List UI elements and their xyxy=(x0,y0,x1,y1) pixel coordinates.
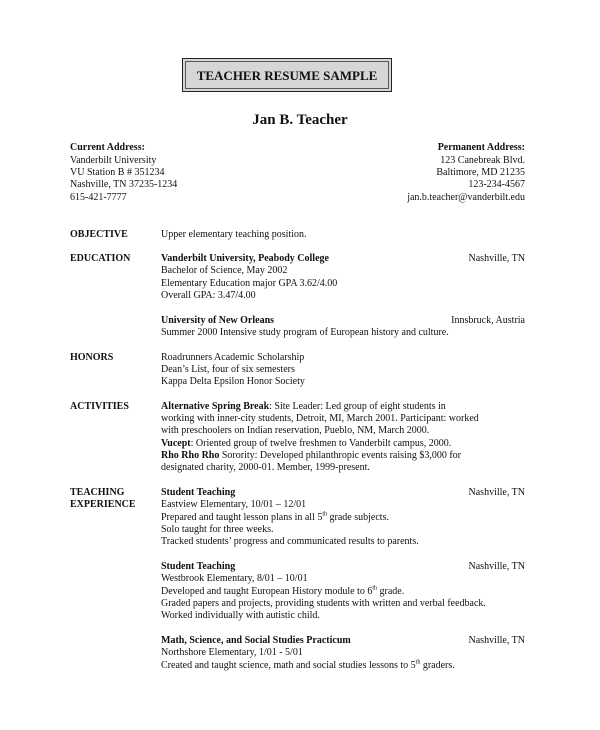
honor-item: Dean’s List, four of six semesters xyxy=(161,364,295,375)
job-school: Eastview Elementary, 10/01 – 12/01 xyxy=(161,499,307,510)
job-title: Student Teaching xyxy=(161,561,236,572)
school-location: Nashville, TN xyxy=(468,253,525,264)
job-duty: Worked individually with autistic child. xyxy=(161,610,320,621)
job-title: Student Teaching xyxy=(161,487,236,498)
permanent-address-line: 123 Canebreak Blvd. xyxy=(440,155,525,166)
ordinal-suffix: th xyxy=(322,511,328,518)
job-duty xyxy=(161,586,404,598)
section-heading-activities: ACTIVITIES xyxy=(70,401,129,412)
degree-line: Bachelor of Science, May 2002 xyxy=(161,265,288,276)
job-duty xyxy=(161,660,455,672)
current-address-line: Vanderbilt University xyxy=(70,155,157,166)
current-address-label: Current Address: xyxy=(70,142,145,153)
activity-line: with preschoolers on Indian reservation, Pueblo, NM, March 2000. xyxy=(161,425,430,436)
objective-text: Upper elementary teaching position. xyxy=(161,229,307,240)
activity-name: Alternative Spring Break xyxy=(161,401,270,412)
duty-text: Developed and taught European History module to 6 xyxy=(161,586,373,597)
honor-item: Roadrunners Academic Scholarship xyxy=(161,352,305,363)
job-duty xyxy=(161,512,389,524)
job-location: Nashville, TN xyxy=(468,635,525,646)
section-heading-education: EDUCATION xyxy=(70,253,131,264)
duty-text: grade. xyxy=(377,586,405,597)
job-school: Northshore Elementary, 1/01 - 5/01 xyxy=(161,647,303,658)
job-title: Math, Science, and Social Studies Practicum xyxy=(161,635,351,646)
activity-line: working with inner-city students, Detroit, MI, March 2001. Participant: worked xyxy=(161,413,479,424)
duty-text: grade subjects. xyxy=(327,512,389,523)
permanent-address-line: Baltimore, MD 21235 xyxy=(436,167,525,178)
section-heading-experience: EXPERIENCE xyxy=(70,499,136,510)
duty-text: Created and taught science, math and social studies lessons to 5 xyxy=(161,660,416,671)
job-location: Nashville, TN xyxy=(468,561,525,572)
permanent-address-phone: 123-234-4567 xyxy=(468,179,525,190)
section-heading-objective: OBJECTIVE xyxy=(70,229,128,240)
candidate-name: Jan B. Teacher xyxy=(252,112,348,128)
activity-name: Vucept xyxy=(161,438,191,449)
activity-text: : Site Leader: Led group of eight students in xyxy=(269,401,446,412)
job-duty: Solo taught for three weeks. xyxy=(161,524,274,535)
job-duty: Tracked students’ progress and communicated results to parents. xyxy=(161,536,419,547)
ordinal-suffix: th xyxy=(415,659,421,666)
permanent-address-email: jan.b.teacher@vanderbilt.edu xyxy=(407,192,525,203)
gpa-line: Overall GPA: 3.47/4.00 xyxy=(161,290,256,301)
job-location: Nashville, TN xyxy=(468,487,525,498)
current-address-line: VU Station B # 351234 xyxy=(70,167,165,178)
activity-name: Rho Rho Rho xyxy=(161,450,220,461)
honor-item: Kappa Delta Epsilon Honor Society xyxy=(161,376,305,387)
activity-line xyxy=(161,438,451,450)
resume-title-box xyxy=(182,58,392,92)
job-school: Westbrook Elementary, 8/01 – 10/01 xyxy=(161,573,308,584)
activity-line xyxy=(161,401,446,413)
ordinal-suffix: th xyxy=(372,585,378,592)
duty-text: graders. xyxy=(420,660,455,671)
job-duty: Graded papers and projects, providing students with written and verbal feedback. xyxy=(161,598,486,609)
activity-line xyxy=(161,450,461,462)
school-name: University of New Orleans xyxy=(161,315,275,326)
school-name: Vanderbilt University, Peabody College xyxy=(161,253,329,264)
gpa-line: Elementary Education major GPA 3.62/4.00 xyxy=(161,278,338,289)
program-line: Summer 2000 Intensive study program of European history and culture. xyxy=(161,327,449,338)
current-address-phone: 615-421-7777 xyxy=(70,192,127,203)
permanent-address-label: Permanent Address: xyxy=(437,142,525,153)
activity-text: Sorority: Developed philanthropic events raising $3,000 for xyxy=(219,450,461,461)
school-location: Innsbruck, Austria xyxy=(451,315,525,326)
resume-title: TEACHER RESUME SAMPLE xyxy=(196,68,378,83)
activity-line: designated charity, 2000-01. Member, 1999-present. xyxy=(161,462,370,473)
section-heading-honors: HONORS xyxy=(70,352,114,363)
section-heading-teaching: TEACHING xyxy=(70,487,125,498)
activity-text: : Oriented group of twelve freshmen to Vanderbilt campus, 2000. xyxy=(190,438,452,449)
current-address-line: Nashville, TN 37235-1234 xyxy=(70,179,178,190)
duty-text: Prepared and taught lesson plans in all 5 xyxy=(161,512,323,523)
